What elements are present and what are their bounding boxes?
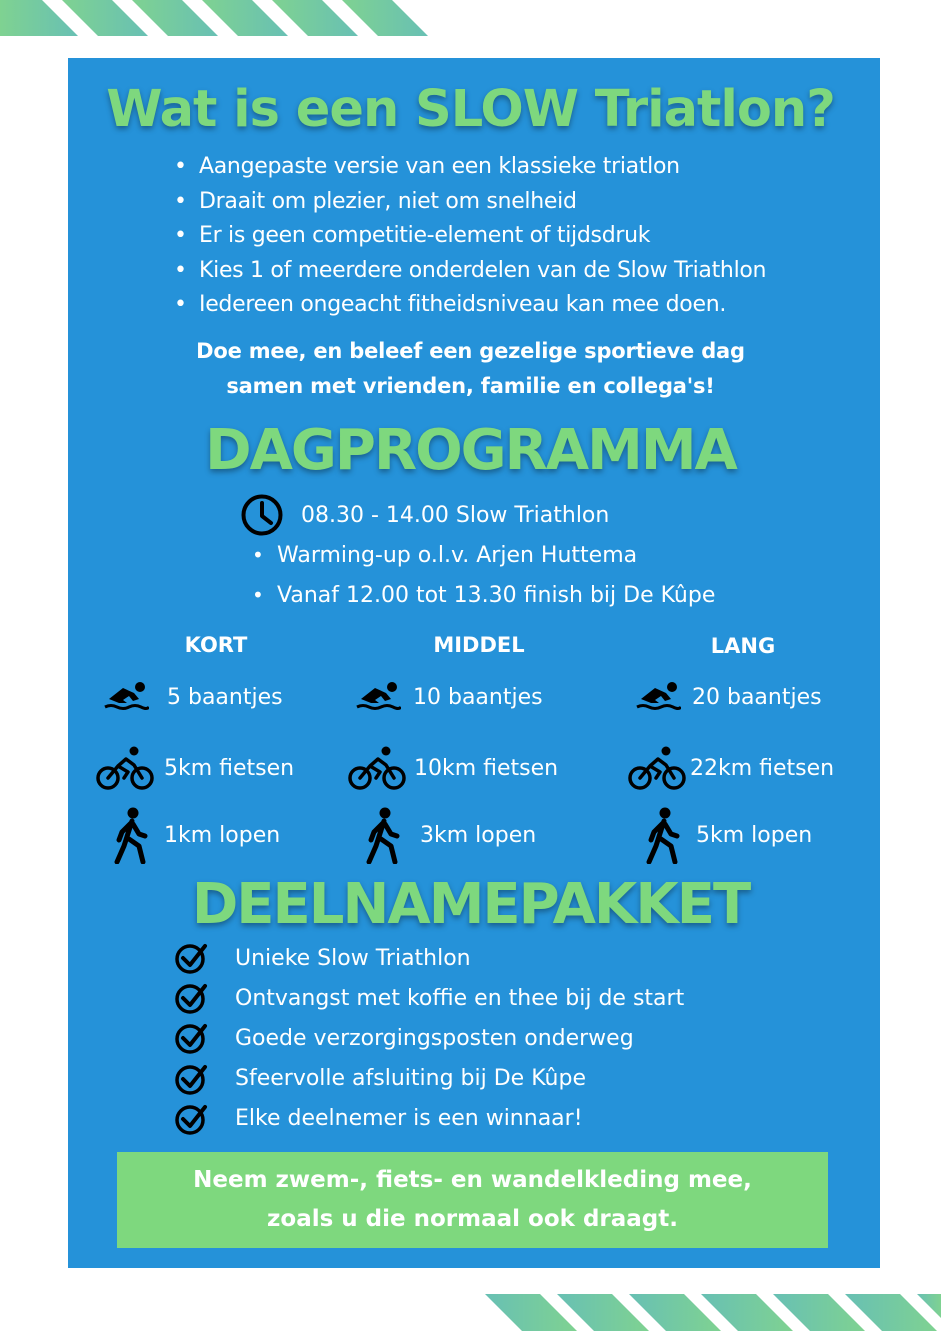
schedule-time-row [240,494,609,536]
swimmer-icon [103,677,149,717]
middel-walk-row [364,806,536,864]
walker-icon [112,806,150,864]
lang-bike-text: 22km fietsen [690,755,835,781]
package-item-text: Elke deelnemer is een winnaar! [235,1106,583,1132]
middel-bike-row [348,744,558,792]
swimmer-icon [635,677,681,717]
kort-swim-text: 5 baantjes [167,684,283,710]
package-list [174,938,684,1139]
intro-item: • Kies 1 of meerdere onderdelen van de Slow Triathlon [174,256,766,291]
bicycle-icon [96,744,154,792]
middel-bike-text: 10km fietsen [414,755,559,781]
middel-swim-row [355,676,543,718]
package-item-text: Unieke Slow Triathlon [235,945,471,971]
walker-icon [644,806,682,864]
clothing-note-line-2: zoals u die normaal ook draagt. [267,1206,678,1232]
kort-walk-row [112,806,280,864]
invite-text [0,334,941,404]
package-item-text: Ontvangst met koffie en thee bij de start [235,985,685,1011]
clothing-note-line-1: Neem zwem-, fiets- en wandelkleding mee, [193,1167,752,1193]
package-item [174,1059,684,1099]
kort-bike-row [96,744,294,792]
schedule-time-text: 08.30 - 14.00 Slow Triathlon [301,502,610,528]
middel-walk-text: 3km lopen [420,822,537,848]
swimmer-icon [355,677,401,717]
checkmark-icon [174,1062,208,1096]
package-item [174,1018,684,1058]
package-heading: DEELNAMEPAKKET [191,872,750,937]
schedule-item: • Warming-up o.l.v. Arjen Huttema [252,537,715,577]
clothing-note [117,1152,828,1248]
bicycle-icon [628,744,686,792]
middel-swim-text: 10 baantjes [413,684,543,710]
intro-item: • Draait om plezier, niet om snelheid [174,187,766,222]
page-title: Wat is een SLOW Triatlon? [106,80,835,139]
kort-swim-row [103,676,283,718]
decorative-stripes-top [0,0,440,36]
kort-bike-text: 5km fietsen [164,755,295,781]
package-item [174,978,684,1018]
clock-icon [240,493,284,537]
checkmark-icon [174,1102,208,1136]
program-heading: DAGPROGRAMMA [205,418,736,483]
lang-swim-text: 20 baantjes [692,684,822,710]
checkmark-icon [174,1021,208,1055]
package-item [174,938,684,978]
checkmark-icon [174,981,208,1015]
distance-lang-label: LANG [710,634,776,658]
package-item [174,1099,684,1139]
lang-bike-row [628,744,834,792]
package-item-text: Sfeervolle afsluiting bij De Kûpe [235,1066,586,1092]
intro-list [174,152,766,325]
package-item-text: Goede verzorgingsposten onderweg [235,1025,634,1051]
intro-item: • Iedereen ongeacht fitheidsniveau kan mee doen. [174,290,766,325]
decorative-stripes-bottom [485,1294,941,1331]
invite-line-1: Doe mee, en beleef een gezelige sportieve dag [196,339,745,363]
schedule-list [252,537,715,617]
walker-icon [364,806,402,864]
intro-item: • Er is geen competitie-element of tijdsdruk [174,221,766,256]
distance-middel-label: MIDDEL [433,633,525,657]
bicycle-icon [348,744,406,792]
lang-walk-row [644,806,812,864]
distance-kort-label: KORT [184,633,248,657]
invite-line-2: samen met vrienden, familie en collega's! [226,374,715,398]
lang-walk-text: 5km lopen [696,822,813,848]
kort-walk-text: 1km lopen [164,822,281,848]
checkmark-icon [174,941,208,975]
intro-item: • Aangepaste versie van een klassieke triatlon [174,152,766,187]
lang-swim-row [635,676,822,718]
schedule-item: • Vanaf 12.00 tot 13.30 finish bij De Kûpe [252,577,715,617]
